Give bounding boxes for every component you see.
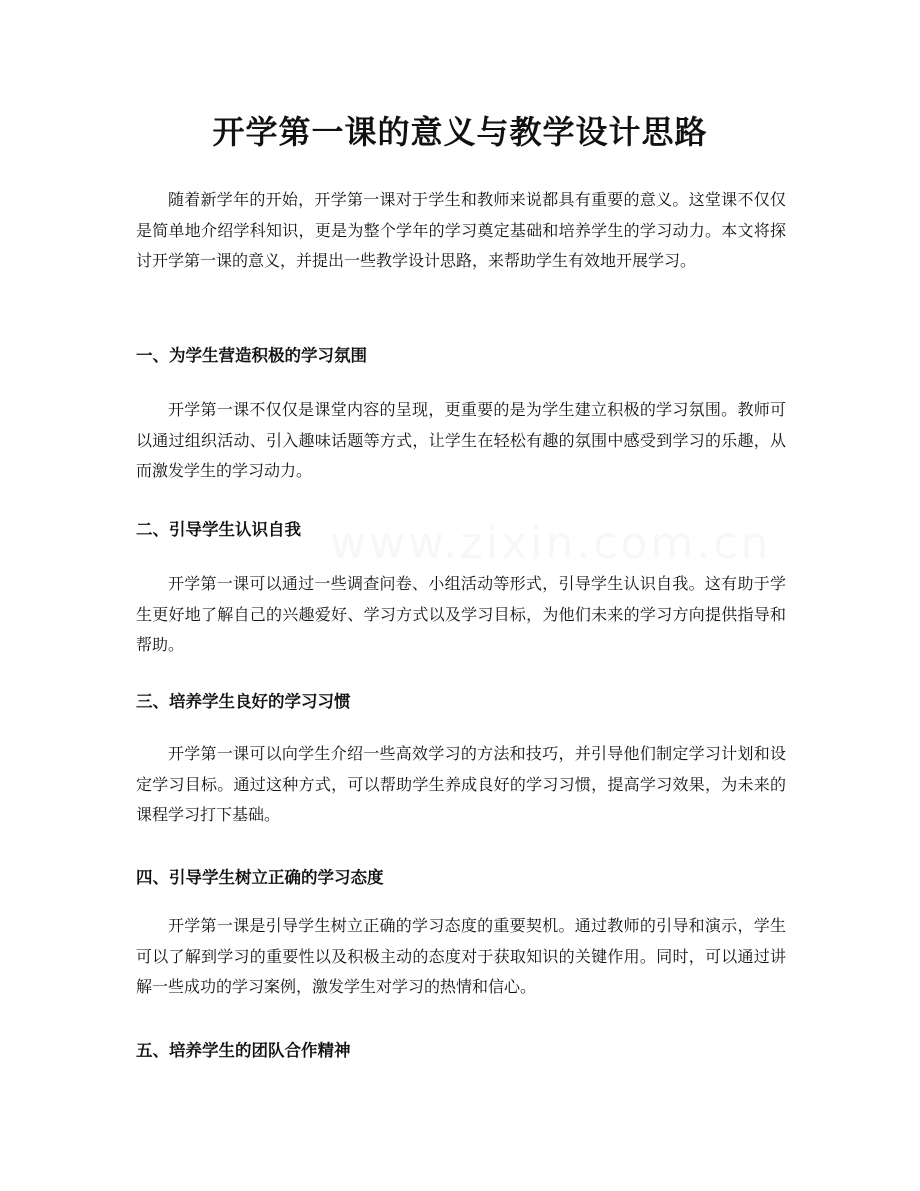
section-heading-4: 四、引导学生树立正确的学习态度 <box>136 868 384 887</box>
section-body-4: 开学第一课是引导学生树立正确的学习态度的重要契机。通过教师的引导和演示，学生可以了解到学习的重要性以及积极主动的态度对于获取知识的关键作用。同时，可以通过讲解一些成功的学习案例，激发学生对学习的热情和信心。 <box>136 916 786 996</box>
section-heading-1: 一、为学生营造积极的学习氛围 <box>136 346 367 365</box>
document-title: 开学第一课的意义与教学设计思路 <box>212 113 708 151</box>
section-heading-3: 三、培养学生良好的学习习惯 <box>136 692 351 711</box>
section-heading-5: 五、培养学生的团队合作精神 <box>136 1041 351 1060</box>
section-body-3: 开学第一课可以向学生介绍一些高效学习的方法和技巧，并引导他们制定学习计划和设定学习目标。通过这种方式，可以帮助学生养成良好的学习习惯，提高学习效果，为未来的课程学习打下基础。 <box>136 744 786 824</box>
watermark: www.zixin.com.cn <box>330 518 772 569</box>
intro-paragraph: 随着新学年的开始，开学第一课对于学生和教师来说都具有重要的意义。这堂课不仅仅是简单地介绍学科知识，更是为整个学年的学习奠定基础和培养学生的学习动力。本文将探讨开学第一课的意义，并提出一些教学设计思路，来帮助学生有效地开展学习。 <box>136 190 786 270</box>
section-heading-2: 二、引导学生认识自我 <box>136 520 301 539</box>
section-body-2: 开学第一课可以通过一些调查问卷、小组活动等形式，引导学生认识自我。这有助于学生更好地了解自己的兴趣爱好、学习方式以及学习目标，为他们未来的学习方向提供指导和帮助。 <box>136 574 786 654</box>
section-body-1: 开学第一课不仅仅是课堂内容的呈现，更重要的是为学生建立积极的学习氛围。教师可以通过组织活动、引入趣味话题等方式，让学生在轻松有趣的氛围中感受到学习的乐趣，从而激发学生的学习动力。 <box>136 400 786 480</box>
